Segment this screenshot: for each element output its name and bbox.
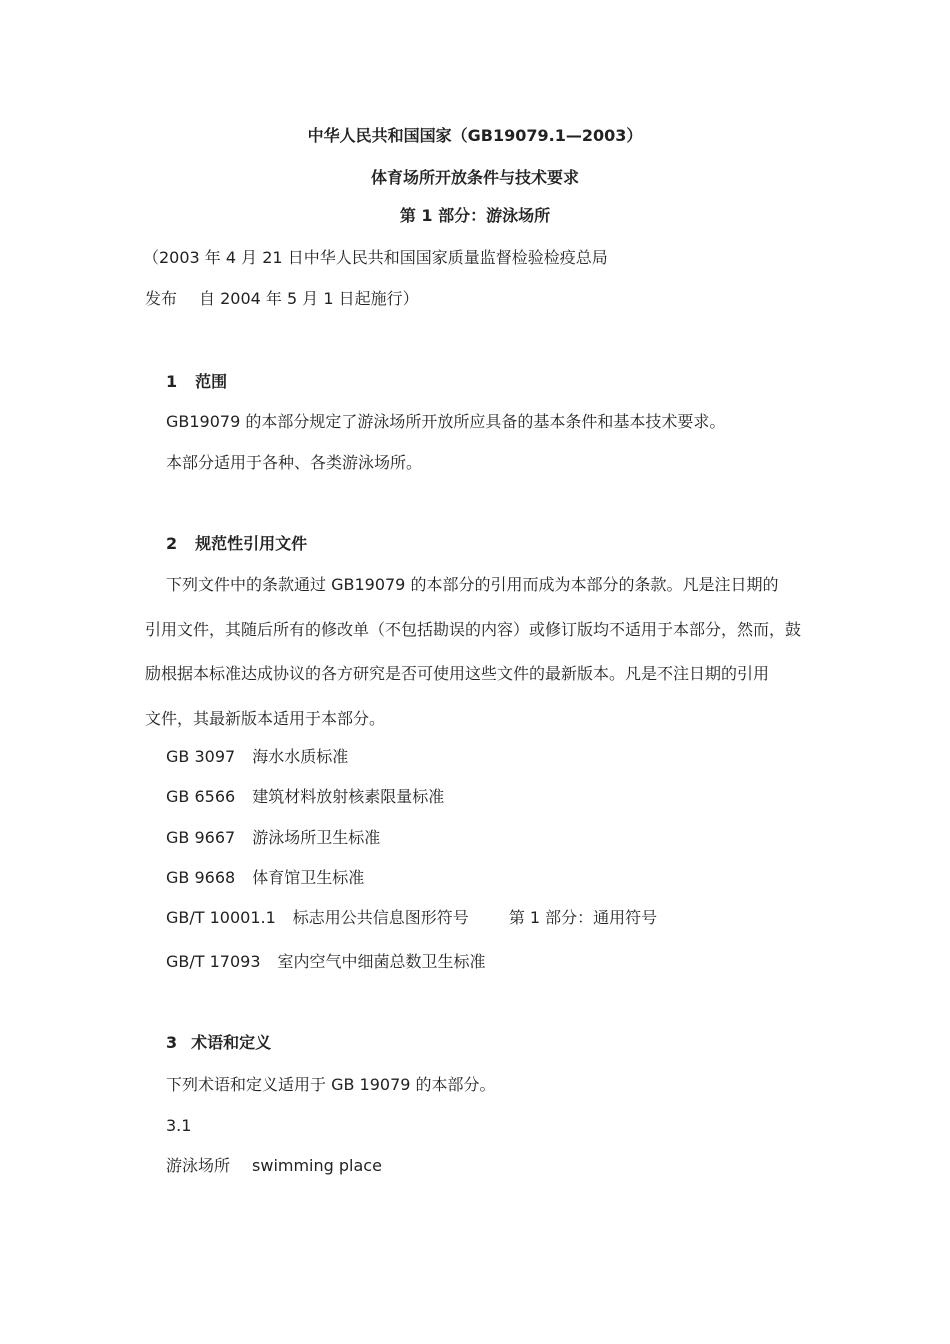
section-1-paragraph-2: 本部分适用于各种、各类游泳场所。 [166, 453, 423, 472]
section-3-title: 术语和定义 [191, 1033, 272, 1052]
document-subtitle: 体育场所开放条件与技术要求 [370, 168, 579, 187]
reference-item [166, 952, 486, 972]
section-2-title: 规范性引用文件 [195, 534, 308, 553]
publication-issued: 发布 [145, 289, 178, 308]
section-2-number: 2 [166, 534, 178, 553]
reference-code: GB 3097 [166, 747, 236, 766]
reference-item [166, 828, 380, 848]
section-2-heading [166, 534, 307, 554]
reference-title: 海水水质标准 [252, 747, 349, 766]
term-chinese: 游泳场所 [166, 1156, 231, 1175]
section-1-paragraph-1: GB19079 的本部分规定了游泳场所开放所应具备的基本条件和基本技术要求。 [166, 412, 726, 431]
section-1-number: 1 [166, 372, 178, 391]
reference-part: 第 1 部分：通用符号 [508, 908, 658, 927]
reference-code: GB 9668 [166, 868, 236, 887]
reference-title: 室内空气中细菌总数卫生标准 [277, 952, 486, 971]
clause-number: 3.1 [166, 1116, 192, 1135]
reference-code: GB/T 17093 [166, 952, 261, 971]
reference-code: GB/T 10001.1 [166, 908, 276, 927]
reference-item [166, 908, 657, 928]
publication-effective: 自 2004 年 5 月 1 日起施行） [199, 289, 419, 308]
reference-item [166, 747, 348, 767]
reference-title: 游泳场所卫生标准 [252, 828, 381, 847]
reference-code: GB 9667 [166, 828, 236, 847]
document-part-title: 第 1 部分：游泳场所 [399, 206, 551, 225]
section-2-paragraph-line: 引用文件，其随后所有的修改单（不包括勘误的内容）或修订版均不适用于本部分，然而，鼓 [145, 620, 802, 639]
publication-line-1: （2003 年 4 月 21 日中华人民共和国国家质量监督检验检疫总局 [143, 248, 608, 267]
section-1-heading [166, 372, 227, 392]
reference-code: GB 6566 [166, 787, 236, 806]
section-3-heading [166, 1033, 271, 1053]
reference-title: 建筑材料放射核素限量标准 [252, 787, 445, 806]
reference-item [166, 787, 444, 807]
reference-item [166, 868, 364, 888]
section-2-paragraph-line: 下列文件中的条款通过 GB19079 的本部分的引用而成为本部分的条款。凡是注日期的 [166, 575, 779, 594]
term-english: swimming place [252, 1156, 382, 1175]
publication-line-2 [145, 289, 419, 309]
section-2-paragraph-line: 励根据本标准达成协议的各方研究是否可使用这些文件的最新版本。凡是不注日期的引用 [145, 664, 770, 683]
term-definition [166, 1156, 382, 1176]
reference-title: 体育馆卫生标准 [252, 868, 365, 887]
document-title: 中华人民共和国国家（GB19079.1—2003） [307, 126, 643, 145]
section-1-title: 范围 [195, 372, 228, 391]
section-3-number: 3 [166, 1033, 178, 1052]
reference-title: 标志用公共信息图形符号 [292, 908, 469, 927]
section-2-paragraph-line: 文件，其最新版本适用于本部分。 [145, 709, 386, 728]
section-3-paragraph-1: 下列术语和定义适用于 GB 19079 的本部分。 [166, 1075, 496, 1094]
